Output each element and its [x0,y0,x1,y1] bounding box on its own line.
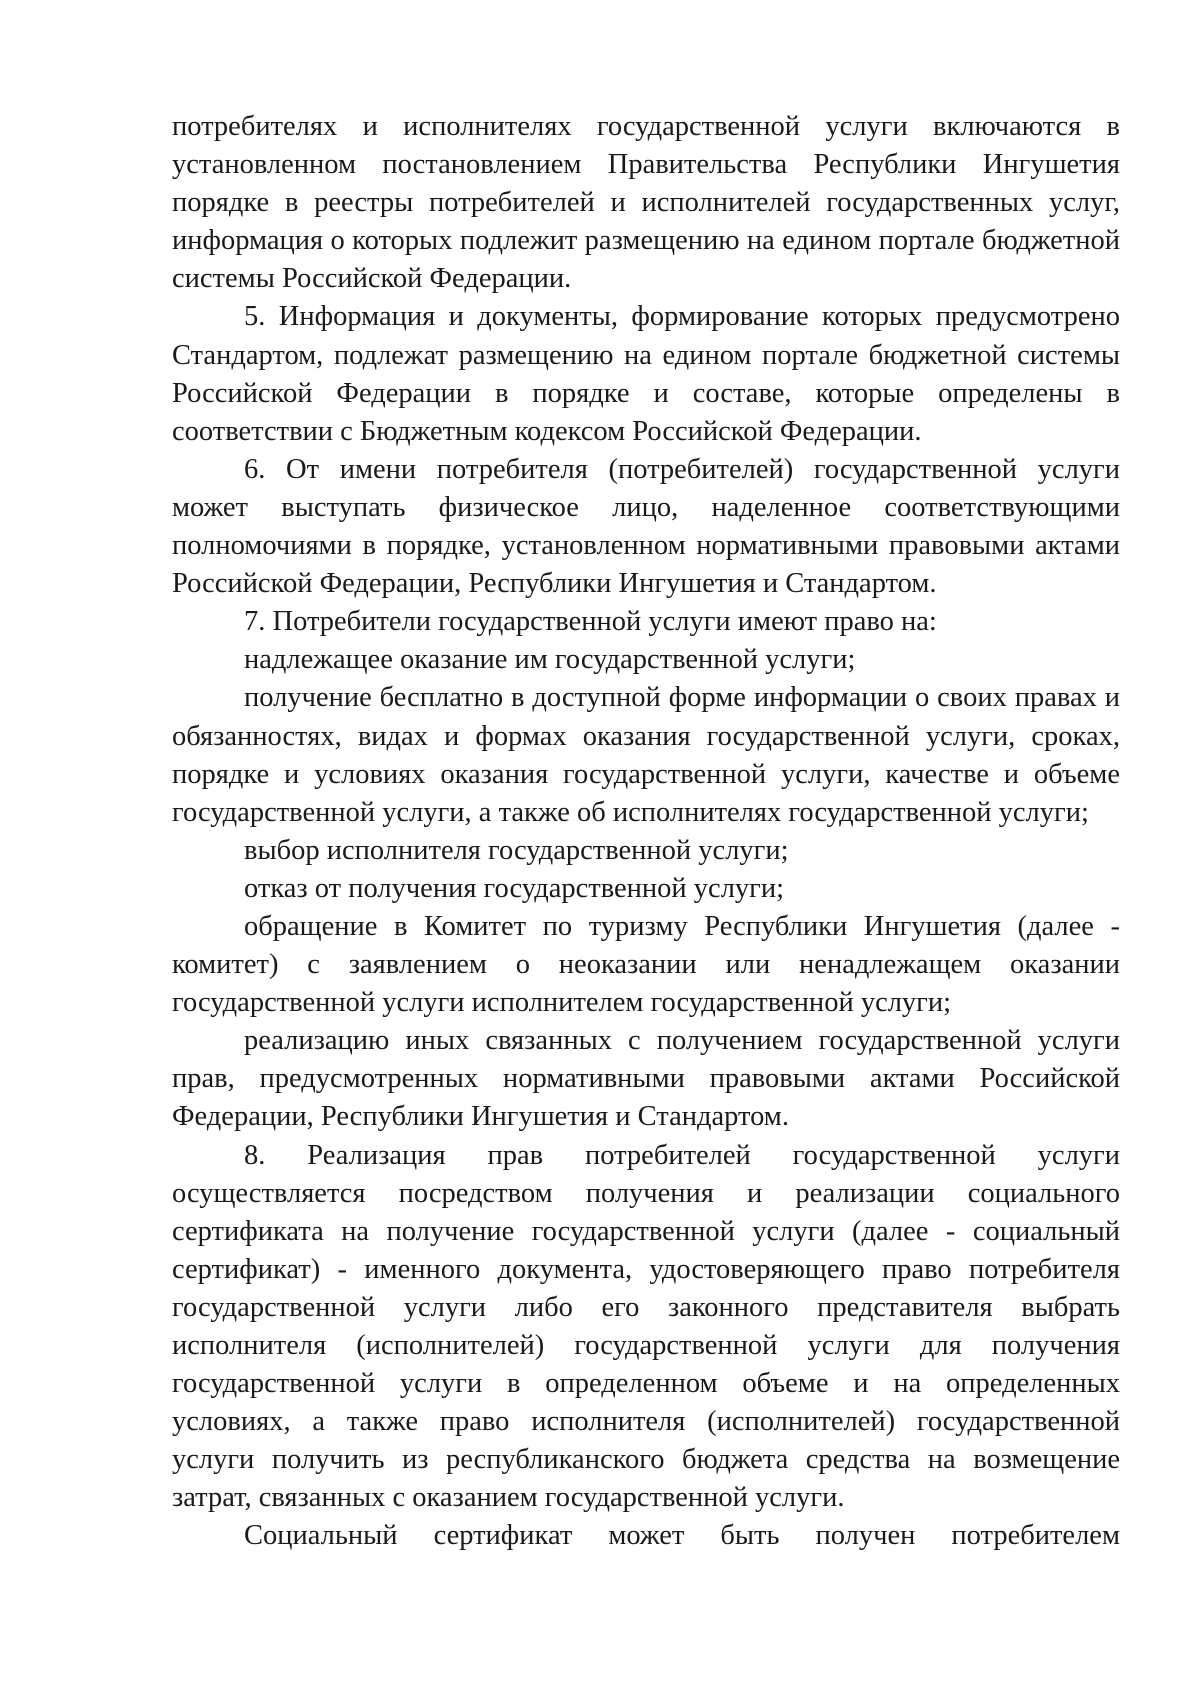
paragraph-right-information: получение бесплатно в доступной форме информации о своих правах и обязанностях, видах и формах оказания государственной услуги, сроках, порядке и условиях оказания государственной услуги, качестве и объеме государственной услуги, а также об исполнителях государственной услуги; [172,682,1120,828]
paragraph-right-refusal: отказ от получения государственной услуги; [244,872,785,904]
paragraph-right-choose-provider: выбор исполнителя государственной услуги; [244,834,789,866]
paragraph-item-5: 5. Информация и документы, формирование которых предусмотрено Стандартом, подлежат размещению на едином портале бюджетной системы Российской Федерации в порядке и составе, которые определены в соответствии с Бюджетным кодексом Российской Федерации. [172,301,1120,447]
paragraph-right-other: реализацию иных связанных с получением государственной услуги прав, предусмотренных нормативными правовыми актами Российской Федерации, Республики Ингушетия и Стандартом. [172,1025,1120,1133]
paragraph-item-6: 6. От имени потребителя (потребителей) государственной услуги может выступать физическое лицо, наделенное соответствующими полномочиями в порядке, установленном нормативными правовыми актами Российской Федерации, Республики Ингушетия и Стандартом. [172,453,1120,600]
document-page [172,108,1120,1556]
paragraph-item-8: 8. Реализация прав потребителей государственной услуги осуществляется посредством получения и реализации социального сертификата на получение государственной услуги (далее - социальный сертификат) - именного документа, удостоверяющего право потребителя государственной услуги либо его законного представителя выбрать исполнителя (исполнителей) государственной услуги для получения государственной услуги в определенном объеме и на определенных условиях, а также право исполнителя (исполнителей) государственной услуги получить из республиканского бюджета средства на возмещение затрат, связанных с оказанием государственной услуги. [172,1139,1120,1514]
paragraph-right-appeal: обращение в Комитет по туризму Республики Ингушетия (далее - комитет) с заявлением о неоказании или ненадлежащем оказании государственной услуги исполнителем государственной услуги; [172,910,1120,1019]
paragraph-right-proper-provision: надлежащее оказание им государственной услуги; [244,644,856,676]
paragraph-item-7: 7. Потребители государственной услуги имеют право на: [244,606,937,638]
paragraph-social-certificate: Социальный сертификат может быть получен потребителем [244,1520,1120,1552]
paragraph-continuation: потребителях и исполнителях государственной услуги включаются в установленном постановлением Правительства Республики Ингушетия порядке в реестры потребителей и исполнителей государственных услуг, информация о которых подлежит размещению на едином портале бюджетной системы Российской Федерации. [172,111,1120,295]
